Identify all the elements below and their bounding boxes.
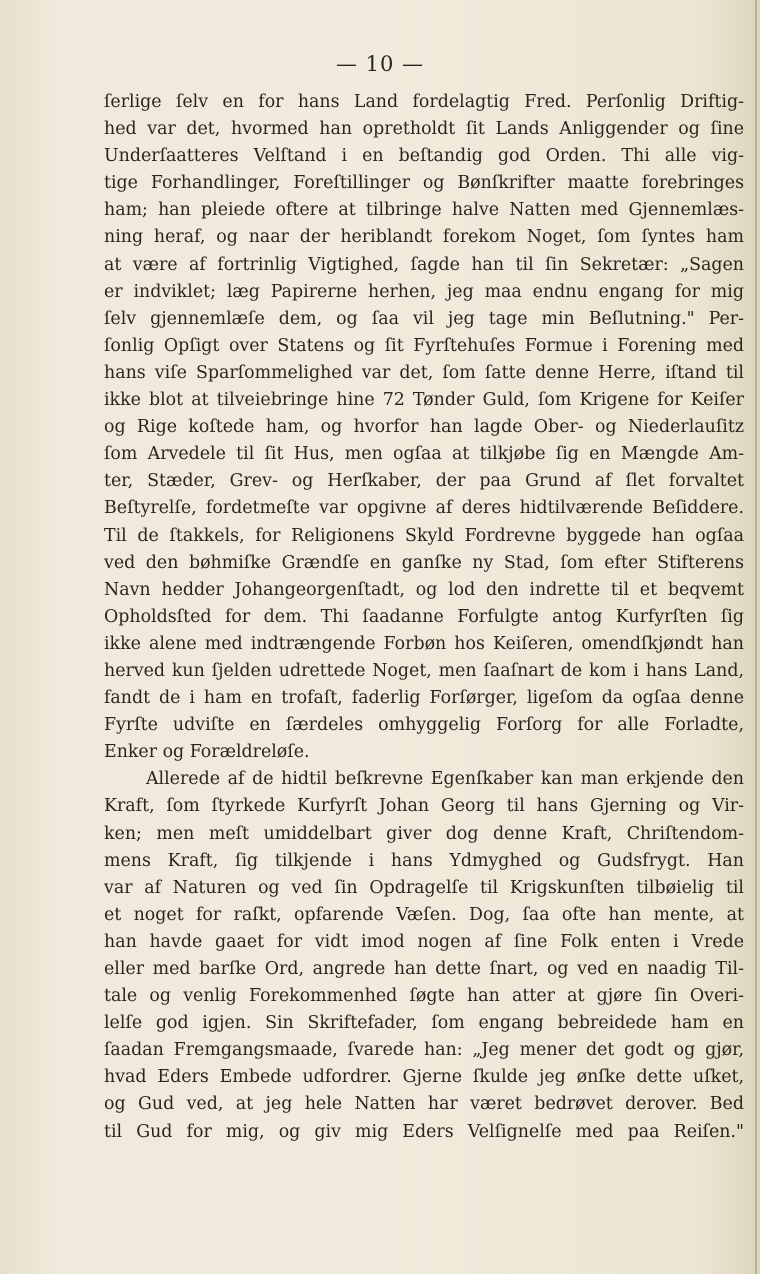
- text-line: og Gud ved, at jeg hele Natten har været bedrøvet derover. Bed: [104, 1094, 744, 1115]
- text-line: Beſtyrelſe, fordetmeſte var opgivne af deres hidtilværende Beſiddere.: [104, 498, 744, 519]
- text-line: Allerede af de hidtil beſkrevne Egenſkaber kan man erkjende den: [146, 769, 744, 790]
- text-line: mens Kraft, ſig tilkjende i hans Ydmyghed og Gudsfrygt. Han: [104, 850, 744, 871]
- text-line: ikke blot at tilveiebringe hine 72 Tønder Guld, ſom Krigene for Keiſer: [104, 390, 744, 411]
- text-line: ved den bøhmiſke Grændſe en ganſke ny Stad, ſom efter Stifterens: [104, 552, 744, 573]
- text-line: Underſaatteres Velſtand i en beſtandig god Orden. Thi alle vig-: [104, 146, 744, 167]
- text-line: ning heraf, og naar der heriblandt forekom Noget, ſom ſyntes ham: [104, 227, 744, 248]
- text-line: ken; men meſt umiddelbart giver dog denne Kraft, Chriſtendom-: [104, 823, 744, 844]
- text-line: tale og venlig Forekommenhed ſøgte han atter at gjøre ſin Overi-: [104, 986, 744, 1007]
- text-line: ham; han pleiede oftere at tilbringe halve Natten med Gjennemlæs-: [104, 200, 744, 221]
- text-line: hed var det, hvormed han opretholdt ſit Lands Anliggender og ſine: [104, 119, 744, 140]
- text-line: ſelv gjennemlæſe dem, og ſaa vil jeg tage min Beſlutning." Per-: [104, 308, 744, 329]
- text-line: hvad Eders Embede udfordrer. Gjerne ſkulde jeg ønſke dette uſket,: [104, 1067, 744, 1088]
- text-line: lelſe god igjen. Sin Skriftefader, ſom engang bebreidede ham en: [104, 1013, 744, 1034]
- text-line: et noget for raſkt, opfarende Væſen. Dog, ſaa ofte han mente, at: [104, 904, 744, 925]
- text-line: eller med barſke Ord, angrede han dette ſnart, og ved en naadig Til-: [104, 959, 744, 979]
- text-line: Kraft, ſom ſtyrkede Kurfyrſt Johan Georg til hans Gjerning og Vir-: [104, 796, 744, 817]
- text-line: ſonlig Opſigt over Statens og ſit Fyrſtehuſes Formue i Forening med: [104, 335, 744, 356]
- text-line: hans viſe Sparſommelighed var det, ſom ſatte denne Herre, iſtand til: [104, 362, 744, 383]
- text-line: tige Forhandlinger, Foreſtillinger og Bønſkrifter maatte forebringes: [104, 173, 744, 194]
- text-line: han havde gaaet for vidt imod nogen af ſine Folk enten i Vrede: [104, 931, 744, 952]
- text-line: ſom Arvedele til ſit Hus, men ogſaa at tilkjøbe ſig en Mængde Am-: [104, 444, 744, 465]
- text-line: er indviklet; læg Papirerne herhen, jeg maa endnu engang for mig: [104, 281, 744, 302]
- text-line: og Rige koſtede ham, og hvorfor han lagde Ober- og Niederlauſitz: [104, 417, 744, 438]
- text-line: ſaadan Fremgangsmaade, ſvarede han: „Jeg mener det godt og gjør,: [104, 1040, 744, 1061]
- body-text: [104, 89, 744, 1146]
- text-line: Til de ſtakkels, for Religionens Skyld Fordrevne byggede han ogſaa: [104, 525, 744, 546]
- text-line: ikke alene med indtrængende Forbøn hos Keiſeren, omendſkjøndt han: [104, 633, 744, 654]
- text-line: Fyrſte udviſte en ſærdeles omhyggelig Forſorg for alle Forladte,: [104, 715, 744, 736]
- text-line: ter, Stæder, Grev- og Herſkaber, der paa Grund af ſlet forvaltet: [104, 471, 744, 492]
- page-number: — 10 —: [335, 52, 425, 76]
- text-line: til Gud for mig, og giv mig Eders Velſignelſe med paa Reiſen.": [104, 1121, 744, 1142]
- text-line: fandt de i ham en trofaſt, faderlig Forſørger, ligeſom da ogſaa denne: [104, 688, 744, 709]
- text-line: Opholdsſted for dem. Thi ſaadanne Forfulgte antog Kurfyrſten ſig: [104, 606, 744, 627]
- text-line: at være af fortrinlig Vigtighed, ſagde han til ſin Sekretær: „Sagen: [104, 254, 744, 275]
- text-line: Navn hedder Johangeorgenſtadt, og lod den indrette til et beqvemt: [104, 579, 744, 600]
- text-line: ſerlige ſelv en for hans Land fordelagtig Fred. Perſonlig Driftig-: [104, 92, 744, 112]
- text-line: var af Naturen og ved ſin Opdragelſe til Krigskunſten tilbøielig til: [104, 877, 744, 898]
- text-line: herved kun ſjelden udrettede Noget, men ſaaſnart de kom i hans Land,: [104, 660, 744, 681]
- page-edge: [755, 0, 757, 1274]
- text-line: Enker og Forældreløſe.: [104, 742, 310, 763]
